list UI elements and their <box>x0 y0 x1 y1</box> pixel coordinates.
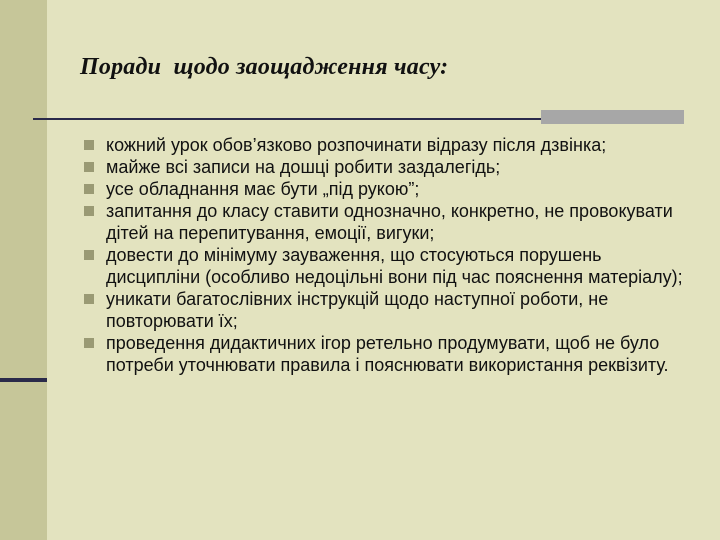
square-bullet-icon <box>84 140 94 150</box>
bullet-text: кожний урок обов’язково розпочинати відразу після дзвінка; <box>106 135 607 155</box>
bullet-text: проведення дидактичних ігор ретельно продумувати, щоб не було потреби уточнювати правила і пояснювати використання реквізиту. <box>106 333 669 375</box>
slide-title: Поради щодо заощадження часу: <box>80 54 449 80</box>
list-item <box>84 134 684 156</box>
left-accent-line <box>0 378 47 382</box>
square-bullet-icon <box>84 294 94 304</box>
list-item <box>84 332 684 376</box>
bullet-text: майже всі записи на дошці робити заздалегідь; <box>106 157 501 177</box>
list-item <box>84 156 684 178</box>
bullet-text: уникати багатослівних інструкцій щодо наступної роботи, не повторювати їх; <box>106 289 609 331</box>
square-bullet-icon <box>84 184 94 194</box>
square-bullet-icon <box>84 162 94 172</box>
square-bullet-icon <box>84 338 94 348</box>
list-item <box>84 200 684 244</box>
square-bullet-icon <box>84 250 94 260</box>
square-bullet-icon <box>84 206 94 216</box>
list-item <box>84 178 684 200</box>
bullet-text: запитання до класу ставити однозначно, конкретно, не провокувати дітей на перепитування, емоції, вигуки; <box>106 201 673 243</box>
bullet-text: довести до мінімуму зауваження, що стосуються порушень дисципліни (особливо недоцільні вони під час пояснення матеріалу); <box>106 245 683 287</box>
list-item <box>84 244 684 288</box>
bullet-list <box>84 134 684 376</box>
left-decor-band <box>0 0 47 540</box>
divider-accent-block <box>541 110 684 124</box>
bullet-text: усе обладнання має бути „під рукою”; <box>106 179 420 199</box>
list-item <box>84 288 684 332</box>
